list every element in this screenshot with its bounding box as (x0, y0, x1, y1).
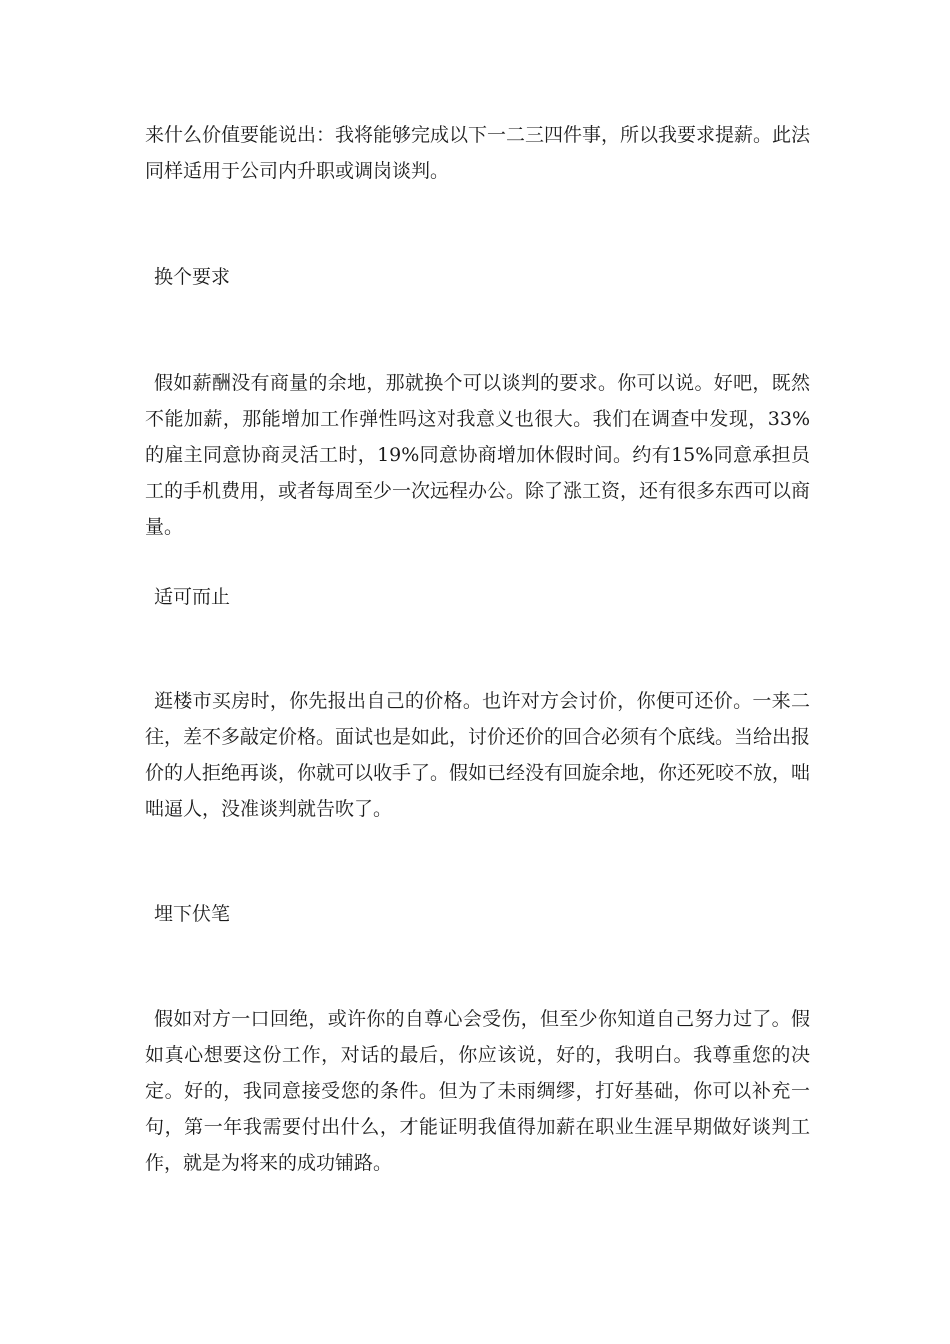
section-heading-stop-in-time: 适可而止 (154, 586, 231, 608)
section-heading-change-request: 换个要求 (154, 266, 231, 288)
paragraph-change-request: 假如薪酬没有商量的余地，那就换个可以谈判的要求。你可以说。好吧，既然不能加薪，那能增加工作弹性吗这对我意义也很大。我们在调查中发现，33%的雇主同意协商灵活工时，19%同意协商增加休假时间。约有15%同意承担员工的手机费用，或者每周至少一次远程办公。除了涨工资，还有很多东西可以商量。 (145, 372, 811, 538)
paragraph-stop-in-time: 逛楼市买房时，你先报出自己的价格。也许对方会讨价，你便可还价。一来二往，差不多敲定价格。面试也是如此，讨价还价的回合必须有个底线。当给出报价的人拒绝再谈，你就可以收手了。假如已经没有回旋余地，你还死咬不放，咄咄逼人，没准谈判就告吹了。 (145, 690, 811, 820)
paragraph-intro-continuation: 来什么价值要能说出：我将能够完成以下一二三四件事，所以我要求提薪。此法同样适用于公司内升职或调岗谈判。 (145, 124, 811, 182)
paragraph-lay-groundwork: 假如对方一口回绝，或许你的自尊心会受伤，但至少你知道自己努力过了。假如真心想要这份工作，对话的最后，你应该说，好的，我明白。我尊重您的决定。好的，我同意接受您的条件。但为了未雨绸缪，打好基础，你可以补充一句，第一年我需要付出什么，才能证明我值得加薪在职业生涯早期做好谈判工作，就是为将来的成功铺路。 (145, 1008, 810, 1174)
section-heading-lay-groundwork: 埋下伏笔 (154, 903, 231, 925)
